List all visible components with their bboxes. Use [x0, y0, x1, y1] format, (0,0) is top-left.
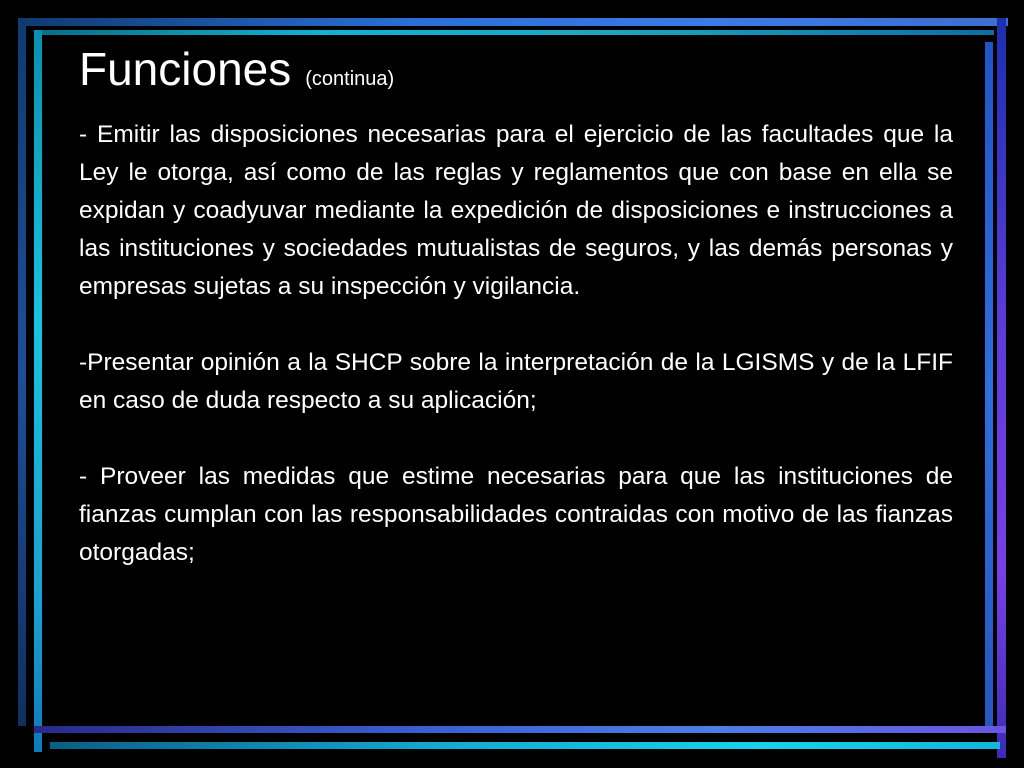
body-paragraph-3: - Proveer las medidas que estime necesarias para que las instituciones de fianzas cumplan con las responsabilidades contraidas con motivo de las fianzas otorgadas;	[79, 463, 953, 566]
body-paragraph-2: -Presentar opinión a la SHCP sobre la interpretación de la LGISMS y de la LFIF en caso de duda respecto a su aplicación;	[79, 349, 953, 414]
frame-top-inner-bar	[34, 30, 994, 35]
body-paragraph-1: - Emitir las disposiciones necesarias para el ejercicio de las facultades que la Ley le otorga, así como de las reglas y reglamentos que con base en ella se expidan y coadyuvar mediante la expedición de disposiciones e instrucciones a las instituciones y sociedades mutualistas de seguros, y las demás personas y empresas sujetas a su inspección y vigilancia.	[79, 121, 953, 300]
frame-right-outer-bar	[997, 18, 1006, 758]
frame-left-outer-bar	[18, 18, 26, 726]
frame-top-bar	[18, 18, 1008, 26]
slide-body	[79, 116, 953, 572]
slide-subtitle: (continua)	[305, 68, 395, 90]
slide-title	[79, 40, 394, 108]
frame-bottom-inner-bar	[50, 742, 1000, 749]
slide-title-text: Funciones	[79, 43, 292, 95]
frame-bottom-bar	[34, 726, 1006, 733]
frame-right-inner-bar	[985, 42, 993, 732]
frame-left-inner-bar	[34, 30, 42, 752]
